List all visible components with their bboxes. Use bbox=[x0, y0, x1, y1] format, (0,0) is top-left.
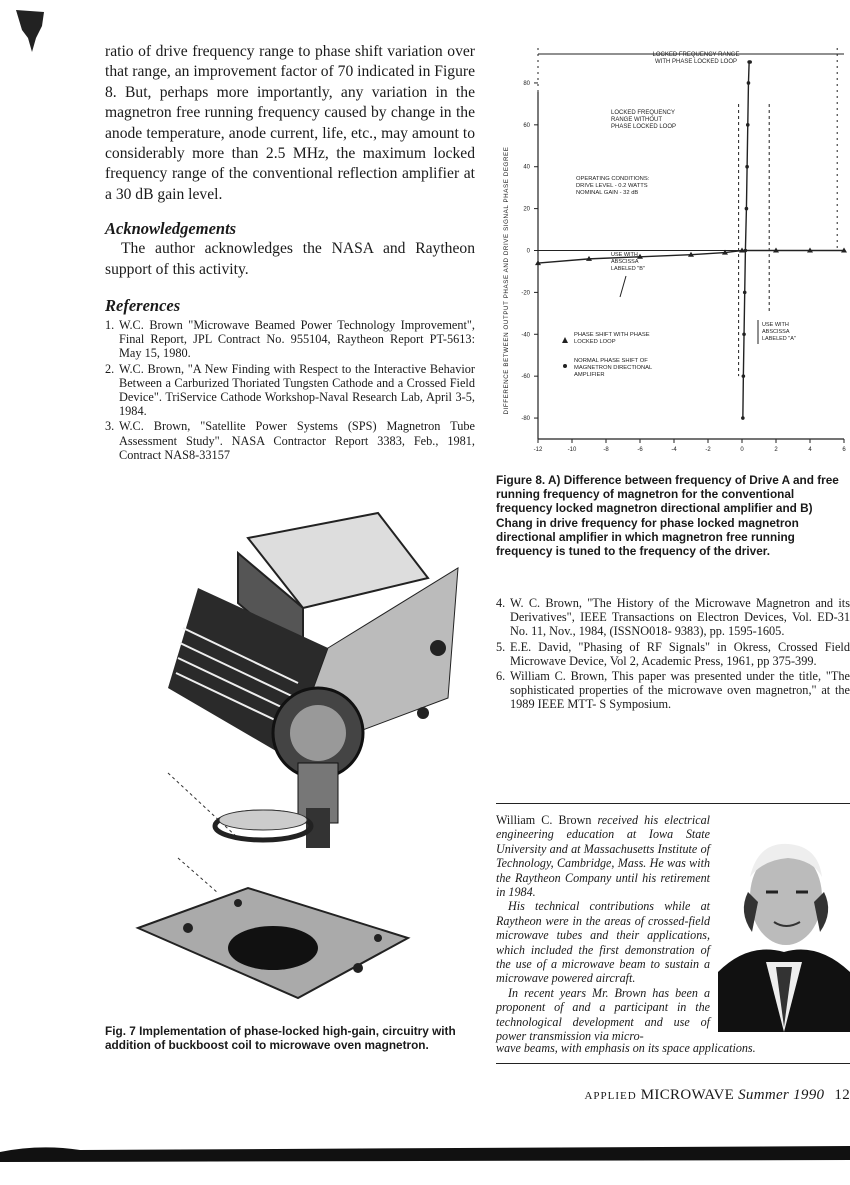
x-tick-label: -2 bbox=[705, 447, 711, 453]
y-tick-label: -40 bbox=[521, 332, 530, 339]
legend-dot-label: NORMAL PHASE SHIFT OF bbox=[574, 358, 648, 364]
bottom-ink-bar bbox=[0, 1142, 850, 1164]
page-footer bbox=[540, 1087, 850, 1104]
bio-top-rule bbox=[496, 803, 850, 804]
reference-item: 2. W.C. Brown, "A New Finding with Respect to the Interactive Behavior Between a Carburized Thoriated Tungsten Cathode and a Crossed Field Device". TriService Cathode Workshop-Naval Research Lab, April 3-5, 1984. bbox=[105, 361, 475, 419]
reference-item: 6. William C. Brown, This paper was presented under the title, "The sophisticated properties of the microwave oven magnetron," at the 1989 IEEE MTT- S Symposium. bbox=[496, 669, 850, 712]
legend-dot-label-2: MAGNETRON DIRECTIONAL bbox=[574, 365, 653, 371]
y-tick-label: -80 bbox=[521, 416, 530, 423]
footer-brand-small: APPLIED bbox=[584, 1090, 637, 1102]
page-number: 12 bbox=[834, 1087, 850, 1103]
author-bio: William C. Brown received his electrical engineering education at Iowa State University and at Massachusetts Institute of Technology, Cambridge, Mass. He was with the Raytheon Company until his retirement in 1984. His technical contributions while at Raytheon were in the areas of crossed-field microwave tubes and their applications, which included the first demonstration of the use of a microwave beam to sustain a microwave powered aircraft. In recent years Mr. Brown has been a proponent of and a participant in the technological development and use of power transmission via micro- bbox=[496, 813, 711, 1044]
data-point-dot bbox=[747, 81, 751, 85]
y-tick-label: -20 bbox=[521, 290, 530, 297]
data-point-dot bbox=[746, 123, 750, 127]
annotation-use-a: LABELED "A" bbox=[762, 336, 796, 342]
chart-svg bbox=[496, 44, 850, 464]
references-heading: References bbox=[105, 296, 181, 316]
annotation-conditions: DRIVE LEVEL - 0.2 WATTS bbox=[576, 183, 648, 189]
annotation-locked-range: LOCKED FREQUENCY RANGE bbox=[652, 52, 740, 58]
references-continued bbox=[496, 596, 850, 713]
annotation-use-b: ABSCISSA bbox=[611, 259, 639, 265]
bio-bottom-rule bbox=[496, 1063, 850, 1064]
x-tick-label: -8 bbox=[603, 447, 609, 453]
legend-dot-label-3: AMPLIFIER bbox=[574, 372, 605, 378]
annotation-locked-without: RANGE WITHOUT bbox=[611, 117, 662, 123]
reference-item: 3. W.C. Brown, "Satellite Power Systems (SPS) Magnetron Tube Assessment Study". NASA Contractor Report 3383, Feb., 1981, Contract NAS8-33157 bbox=[105, 419, 475, 462]
annotation-locked-without: PHASE LOCKED LOOP bbox=[611, 124, 677, 130]
figure-7-caption: Fig. 7 Implementation of phase-locked high-gain, circuitry with addition of buckboost coil to microwave oven magnetron. bbox=[105, 1024, 456, 1052]
data-point-dot bbox=[742, 374, 746, 378]
legend-triangle-marker bbox=[562, 337, 568, 343]
magnetron-photo bbox=[128, 508, 468, 1018]
x-tick-label: 6 bbox=[842, 447, 846, 453]
legend-triangle-label-2: LOCKED LOOP bbox=[574, 339, 616, 345]
author-portrait bbox=[718, 822, 850, 1032]
figure-8-chart bbox=[496, 44, 850, 464]
annotation-locked-without: LOCKED FREQUENCY bbox=[611, 110, 676, 116]
annotation-use-b: USE WITH bbox=[611, 252, 638, 258]
annotation-use-a: USE WITH bbox=[762, 322, 789, 328]
left-column bbox=[105, 42, 475, 463]
x-tick-label: -4 bbox=[671, 447, 677, 453]
x-tick-label: -6 bbox=[637, 447, 643, 453]
annotation-locked-range-2: WITH PHASE LOCKED LOOP bbox=[654, 59, 738, 65]
footer-brand: MICROWAVE bbox=[640, 1087, 735, 1103]
y-tick-label: 80 bbox=[523, 80, 530, 87]
legend-dot-marker bbox=[563, 364, 567, 368]
y-tick-label: 40 bbox=[523, 164, 530, 171]
y-tick-label: 60 bbox=[523, 122, 530, 129]
body-paragraph: ratio of drive frequency range to phase shift variation over that range, an improvement factor of 70 indicated in Figure 8. But, perhaps more importantly, any variation in the magnetron free running frequency caused by change in the anode temperature, anode current, life, etc., may amount to considerably more than 2.5 MHz, the maximum locked frequency range of the conventional reflection amplifier at a 30 dB gain level. bbox=[105, 43, 475, 203]
annotation-use-b: LABELED "B" bbox=[611, 266, 645, 272]
data-point-dot bbox=[748, 60, 752, 64]
bio-tail: wave beams, with emphasis on its space applications. bbox=[496, 1041, 756, 1055]
series-line-dot bbox=[743, 62, 750, 418]
x-tick-label: -12 bbox=[533, 447, 543, 453]
use-b-pointer bbox=[620, 276, 626, 297]
figure-8-caption: Figure 8. A) Difference between frequency of Drive A and free running frequency of magnetron for the conventional frequency locked magnetron directional amplifier and B) Chang in drive frequency for phase locked magnetron directional amplifier in which magnetron free running frequency is tuned to the frequency of the driver. bbox=[496, 473, 839, 559]
x-tick-label: 0 bbox=[740, 447, 744, 453]
reference-item: 1. W.C. Brown "Microwave Beamed Power Technology Improvement", Final Report, JPL Contract No. 955104, Raytheon Report PT-5613: May 15, 1980. bbox=[105, 318, 475, 361]
data-point-dot bbox=[742, 332, 746, 336]
legend-triangle-label: PHASE SHIFT WITH PHASE bbox=[574, 332, 650, 338]
y-tick-label: 0 bbox=[526, 248, 530, 255]
annotation-conditions: OPERATING CONDITIONS: bbox=[576, 176, 650, 182]
y-tick-label: 20 bbox=[523, 206, 530, 213]
acknowledgements-heading: Acknowledgements bbox=[105, 219, 237, 239]
annotation-use-a: ABSCISSA bbox=[762, 329, 790, 335]
footer-issue: Summer 1990 bbox=[738, 1087, 825, 1103]
data-point-dot bbox=[741, 416, 745, 420]
data-point-dot bbox=[745, 207, 749, 211]
corner-ink-mark bbox=[14, 8, 48, 54]
data-point-dot bbox=[745, 165, 749, 169]
reference-item: 4. W. C. Brown, "The History of the Microwave Magnetron and its Derivatives", IEEE Transactions on Electron Devices, Vol. ED-31 No. 11, Nov., 1984, (ISSNO018- 9383), pp. 1595-1605. bbox=[496, 596, 850, 639]
reference-item: 5. E.E. David, "Phasing of RF Signals" in Okress, Crossed Field Microwave Device, Vol 2, Academic Press, 1961, pp 375-399. bbox=[496, 639, 850, 668]
y-tick-label: -60 bbox=[521, 374, 530, 381]
author-name: William C. Brown bbox=[496, 813, 592, 827]
data-point-dot bbox=[743, 291, 747, 295]
y-axis-label: DIFFERENCE BETWEEN OUTPUT PHASE AND DRIVE SIGNAL PHASE DEGREE bbox=[503, 146, 510, 415]
x-tick-label: -10 bbox=[567, 447, 577, 453]
annotation-conditions: NOMINAL GAIN - 32 dB bbox=[576, 190, 639, 196]
references-list bbox=[105, 318, 475, 462]
acknowledgements-text: The author acknowledges the NASA and Raytheon support of this activity. bbox=[105, 240, 475, 278]
x-tick-label: 4 bbox=[808, 447, 812, 453]
x-tick-label: 2 bbox=[774, 447, 778, 453]
data-point-dot bbox=[744, 249, 748, 253]
